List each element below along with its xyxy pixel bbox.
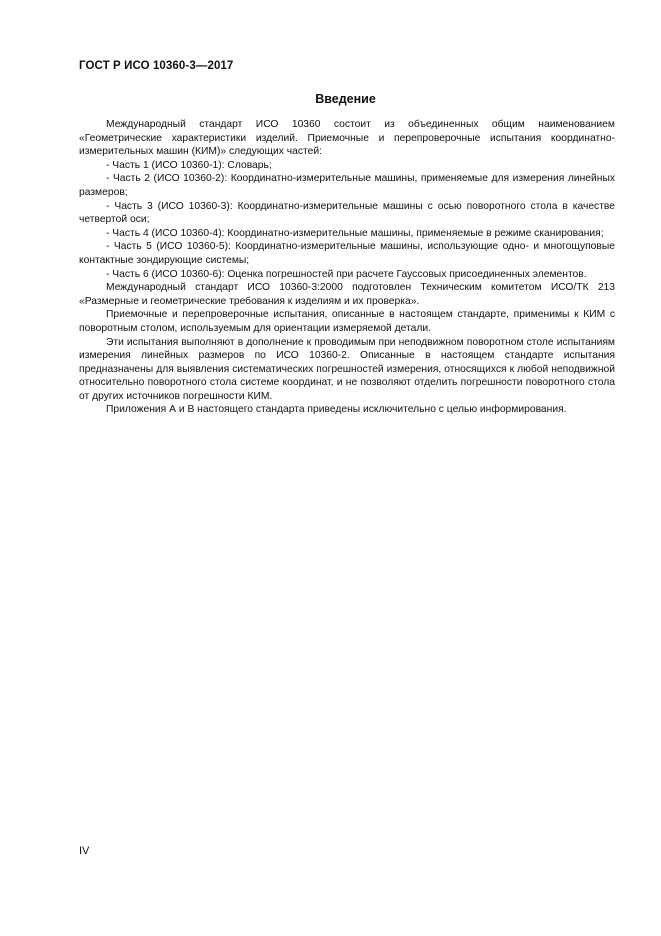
intro-paragraph: Международный стандарт ИСО 10360 состоит из объединенных общим наименованием «Геометрические характеристики изделий. Приемочные и перепроверочные испытания координатно-измерительных машин (КИМ)» следующих частей: [79, 119, 615, 158]
part-list-item-3: - Часть 3 (ИСО 10360-3): Координатно-измерительные машины с осью поворотного стола в качестве четвертой оси; [79, 200, 615, 226]
document-body [79, 118, 615, 417]
scope-paragraph: Приемочные и перепроверочные испытания, описанные в настоящем стандарте, применимы к КИМ с поворотным столом, используемым для ориентации измеряемой детали. [79, 309, 615, 334]
part-list-item-2: - Часть 2 (ИСО 10360-2): Координатно-измерительные машины, применяемые для измерения линейных размеров; [79, 173, 615, 198]
part-list-item-1: - Часть 1 (ИСО 10360-1): Словарь; [106, 159, 272, 171]
annexes-paragraph: Приложения А и В настоящего стандарта приведены исключительно с целью информирования. [106, 404, 567, 416]
part-list-item-5: - Часть 5 (ИСО 10360-5): Координатно-измерительные машины, использующие одно- и многощуповые контактные зондирующие системы; [79, 241, 615, 266]
committee-paragraph: Международный стандарт ИСО 10360-3:2000 подготовлен Техническим комитетом ИСО/ТК 213 «Размерные и геометрические требования к изделиям и их проверка». [79, 282, 615, 307]
part-list-item-6: - Часть 6 (ИСО 10360-6): Оценка погрешностей при расчете Гауссовых присоединенных элементов. [106, 268, 587, 280]
section-title [0, 92, 661, 106]
part-list-item-4: - Часть 4 (ИСО 10360-4): Координатно-измерительные машины, применяемые в режиме сканирования; [106, 227, 604, 239]
page-number: IV [79, 845, 90, 857]
tests-paragraph: Эти испытания выполняют в дополнение к проводимым при неподвижном поворотном столе испытаниям измерения линейных размеров по ИСО 10360-2. Описанные в настоящем стандарте испытания предназначены для выявления систематических погрешностей измерения, относящихся к любой неподвижной относительно поворотного стола системе координат, и не позволяют отделить погрешности поворотного стола от других источников погрешности КИМ. [79, 336, 615, 402]
document-header: ГОСТ Р ИСО 10360-3—2017 [79, 60, 234, 72]
section-title-text: Введение [315, 92, 376, 106]
